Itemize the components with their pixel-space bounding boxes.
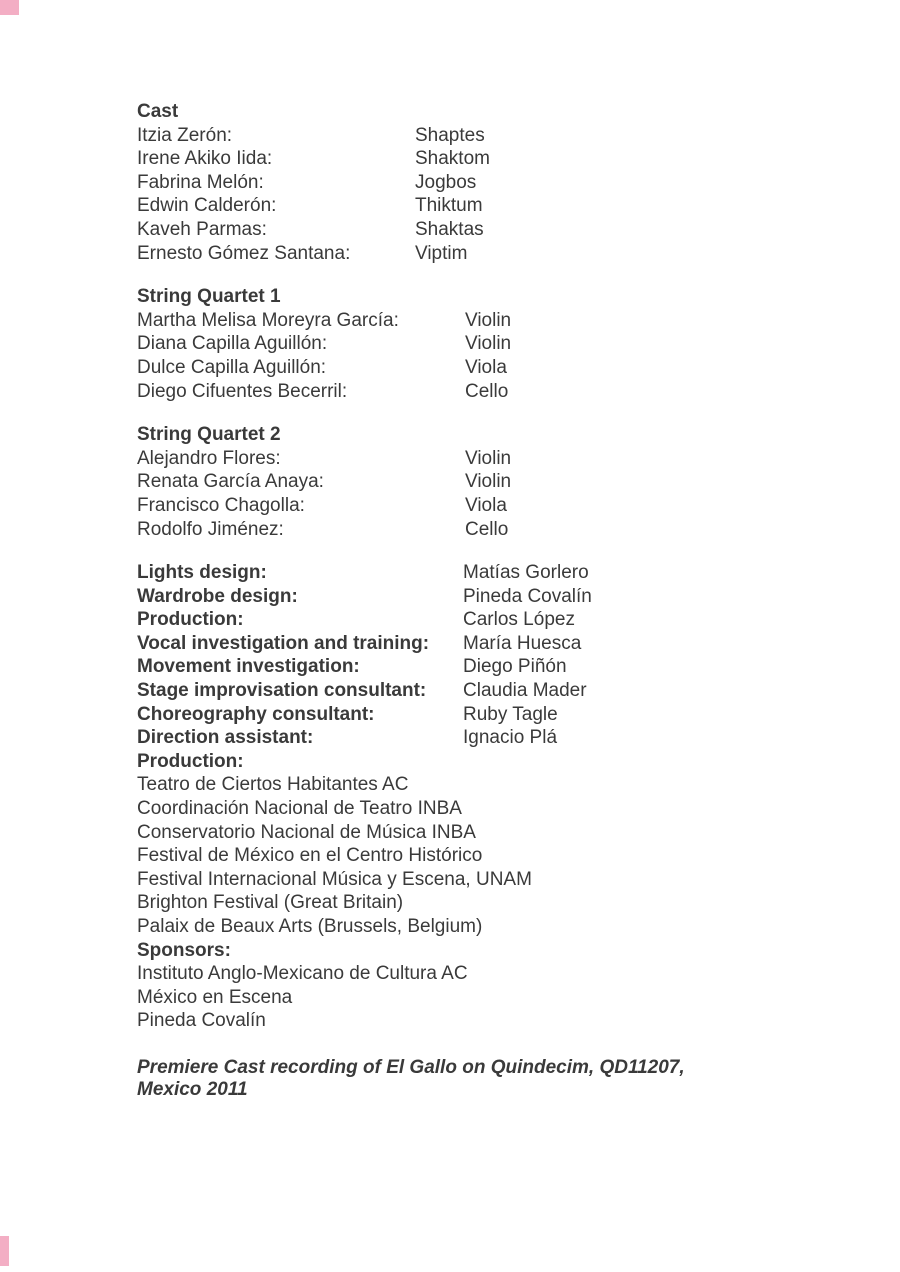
instrument: Violin [465, 333, 512, 355]
cast-name: Ernesto Gómez Santana: [137, 242, 351, 264]
cast-name: Irene Akiko Iida: [137, 148, 273, 170]
credit-label: Choreography consultant: [137, 703, 375, 725]
instrument: Violin [465, 447, 512, 469]
credit-row [137, 608, 797, 632]
musician-name: Martha Melisa Moreyra García: [137, 309, 399, 331]
cast-role: Shaktom [415, 148, 490, 170]
production-item: Palaix de Beaux Arts (Brussels, Belgium) [137, 916, 483, 937]
scan-artifact-top-left [0, 0, 19, 15]
cast-role: Jogbos [415, 171, 477, 193]
production-item: Brighton Festival (Great Britain) [137, 892, 404, 914]
production-item: Coordinación Nacional de Teatro INBA [137, 798, 462, 820]
musician-name: Francisco Chagolla: [137, 494, 305, 516]
credit-value: María Huesca [463, 632, 582, 654]
quartet-row [137, 447, 797, 471]
section-cast [137, 100, 797, 265]
instrument: Cello [465, 380, 509, 402]
credit-row [137, 655, 797, 679]
sponsor-item: México en Escena [137, 986, 293, 1008]
musician-name: Dulce Capilla Aguillón: [137, 356, 327, 378]
musician-name: Alejandro Flores: [137, 447, 281, 469]
production-item: Teatro de Ciertos Habitantes AC [137, 774, 409, 796]
credit-label: Wardrobe design: [137, 585, 298, 607]
credit-value: Matías Gorlero [463, 562, 589, 584]
quartet-row [137, 332, 797, 356]
credit-row [137, 679, 797, 703]
quartet-row [137, 518, 797, 542]
production-heading: Production: [137, 750, 244, 772]
credit-value: Ruby Tagle [463, 703, 558, 725]
scan-artifact-bottom-left [0, 1236, 9, 1266]
sponsor-item: Pineda Covalín [137, 1010, 266, 1032]
musician-name: Renata García Anaya: [137, 471, 324, 493]
instrument: Viola [465, 356, 507, 378]
production-item: Festival Internacional Música y Escena, UNAM [137, 868, 532, 890]
quartet-row [137, 309, 797, 333]
musician-name: Rodolfo Jiménez: [137, 518, 284, 540]
credit-row [137, 703, 797, 727]
credit-label: Stage improvisation consultant: [137, 680, 427, 702]
credit-row [137, 726, 797, 750]
credit-value: Claudia Mader [463, 680, 587, 702]
section-credits [137, 561, 797, 1033]
instrument: Violin [465, 309, 512, 331]
section-string-quartet-2 [137, 423, 797, 541]
credit-label: Direction assistant: [137, 727, 314, 749]
credit-label: Vocal investigation and training: [137, 632, 430, 654]
production-item: Festival de México en el Centro Histórico [137, 845, 483, 867]
cast-row [137, 218, 797, 242]
recording-note: Premiere Cast recording of El Gallo on Quindecim, QD11207, Mexico 2011 [137, 1056, 685, 1100]
credit-value: Pineda Covalín [463, 585, 592, 607]
instrument: Viola [465, 494, 507, 516]
cast-name: Kaveh Parmas: [137, 218, 267, 240]
credit-label: Movement investigation: [137, 656, 360, 678]
credit-row [137, 632, 797, 656]
cast-row [137, 242, 797, 266]
cast-role: Viptim [415, 242, 468, 264]
credit-label: Production: [137, 609, 244, 631]
credit-row [137, 585, 797, 609]
document-content [137, 100, 797, 1101]
production-item: Conservatorio Nacional de Música INBA [137, 821, 476, 843]
quartet-row [137, 470, 797, 494]
credit-row [137, 561, 797, 585]
cast-heading: Cast [137, 101, 179, 122]
credit-value: Diego Piñón [463, 656, 567, 678]
credit-value: Carlos López [463, 609, 575, 631]
quartet2-heading: String Quartet 2 [137, 424, 281, 446]
instrument: Cello [465, 518, 509, 540]
cast-row [137, 194, 797, 218]
quartet-row [137, 380, 797, 404]
sponsor-item: Instituto Anglo-Mexicano de Cultura AC [137, 963, 468, 985]
cast-row [137, 124, 797, 148]
musician-name: Diego Cifuentes Becerril: [137, 380, 348, 402]
cast-role: Shaptes [415, 124, 485, 146]
cast-name: Fabrina Melón: [137, 171, 264, 193]
cast-name: Edwin Calderón: [137, 195, 277, 217]
cast-row [137, 147, 797, 171]
credit-label: Lights design: [137, 562, 267, 584]
cast-row [137, 171, 797, 195]
instrument: Violin [465, 471, 512, 493]
musician-name: Diana Capilla Aguillón: [137, 333, 328, 355]
section-string-quartet-1 [137, 285, 797, 403]
quartet-row [137, 356, 797, 380]
cast-name: Itzia Zerón: [137, 124, 233, 146]
cast-role: Thiktum [415, 195, 483, 217]
quartet-row [137, 494, 797, 518]
credit-value: Ignacio Plá [463, 727, 558, 749]
sponsors-heading: Sponsors: [137, 939, 231, 961]
quartet1-heading: String Quartet 1 [137, 286, 281, 308]
cast-role: Shaktas [415, 218, 484, 240]
